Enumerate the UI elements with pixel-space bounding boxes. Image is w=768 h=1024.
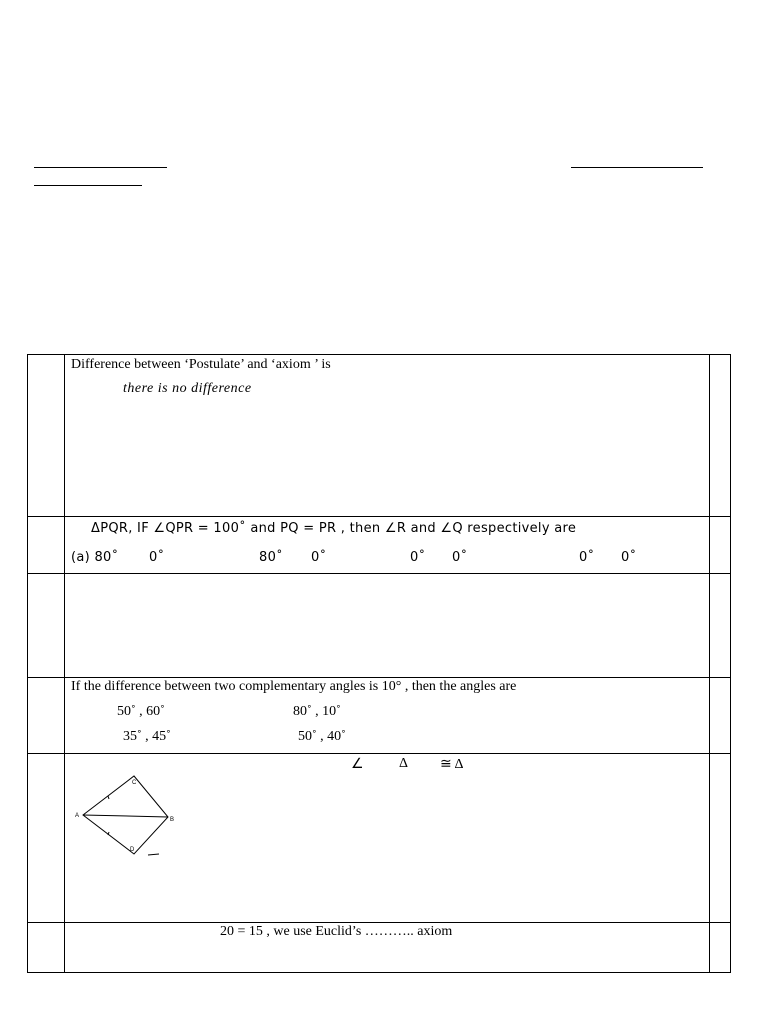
question-row-1	[28, 355, 731, 517]
question-body-cell	[65, 517, 710, 574]
question-2-option-d2: 0˚	[621, 550, 637, 565]
question-number-cell	[28, 678, 65, 754]
question-number-cell	[28, 574, 65, 678]
question-table	[27, 354, 731, 973]
question-4-option-a: 50˚ , 60˚	[117, 704, 165, 719]
question-row-4	[28, 678, 731, 754]
marks-cell	[710, 355, 731, 517]
question-4-stem: If the difference between two complementary angles is 10° , then the angles are	[71, 679, 517, 694]
marks-cell	[710, 923, 731, 973]
marks-cell	[710, 678, 731, 754]
question-2-stem: ΔPQR, IF ∠QPR = 100˚ and PQ = PR , then ∠R and ∠Q respectively are	[91, 521, 577, 536]
question-2-option-b2: 0˚	[311, 550, 327, 565]
question-2-option-d: 0˚	[579, 550, 595, 565]
question-number-cell	[28, 923, 65, 973]
question-body-cell	[65, 678, 710, 754]
question-6-stem: 20 = 15 , we use Euclid’s ……….. axiom	[220, 924, 453, 939]
triangle-symbol: Δ	[399, 756, 409, 771]
blank-line-roll	[34, 185, 142, 186]
vertex-label-c: C	[132, 780, 137, 786]
question-number-cell	[28, 754, 65, 923]
question-body-cell	[65, 923, 710, 973]
question-row-2	[28, 517, 731, 574]
question-4-option-d: 50˚ , 40˚	[298, 729, 346, 744]
question-4-option-b: 80˚ , 10˚	[293, 704, 341, 719]
question-2-option-a2: 0˚	[149, 550, 165, 565]
question-row-3	[28, 574, 731, 678]
blank-line-right	[571, 167, 703, 168]
rhombus-figure	[73, 772, 183, 862]
question-2-option-c2: 0˚	[452, 550, 468, 565]
vertex-label-d: D	[130, 847, 135, 853]
congruent-symbol: ≅ Δ	[440, 757, 464, 772]
vertex-label-b: B	[170, 817, 175, 823]
question-2-option-a: (a) 80˚	[71, 550, 119, 565]
diagonal-ab	[83, 815, 168, 817]
angle-symbol: ∠	[351, 757, 364, 772]
question-1-answer: there is no difference	[123, 381, 252, 396]
question-body-cell	[65, 574, 710, 678]
question-row-6	[28, 923, 731, 973]
vertex-label-a: A	[75, 813, 80, 819]
question-2-option-c: 0˚	[410, 550, 426, 565]
marks-cell	[710, 517, 731, 574]
question-1-stem: Difference between ‘Postulate’ and ‘axiom ’ is	[71, 357, 331, 372]
question-body-cell	[65, 355, 710, 517]
marks-cell	[710, 574, 731, 678]
blank-line-name	[34, 167, 167, 168]
marks-cell	[710, 754, 731, 923]
question-number-cell	[28, 355, 65, 517]
question-row-5	[28, 754, 731, 923]
dash-mark	[148, 854, 159, 855]
question-2-option-b: 80˚	[259, 550, 283, 565]
question-number-cell	[28, 517, 65, 574]
question-body-cell	[65, 754, 710, 923]
question-4-option-c: 35˚ , 45˚	[123, 729, 171, 744]
tick-mark-ac	[108, 796, 109, 799]
